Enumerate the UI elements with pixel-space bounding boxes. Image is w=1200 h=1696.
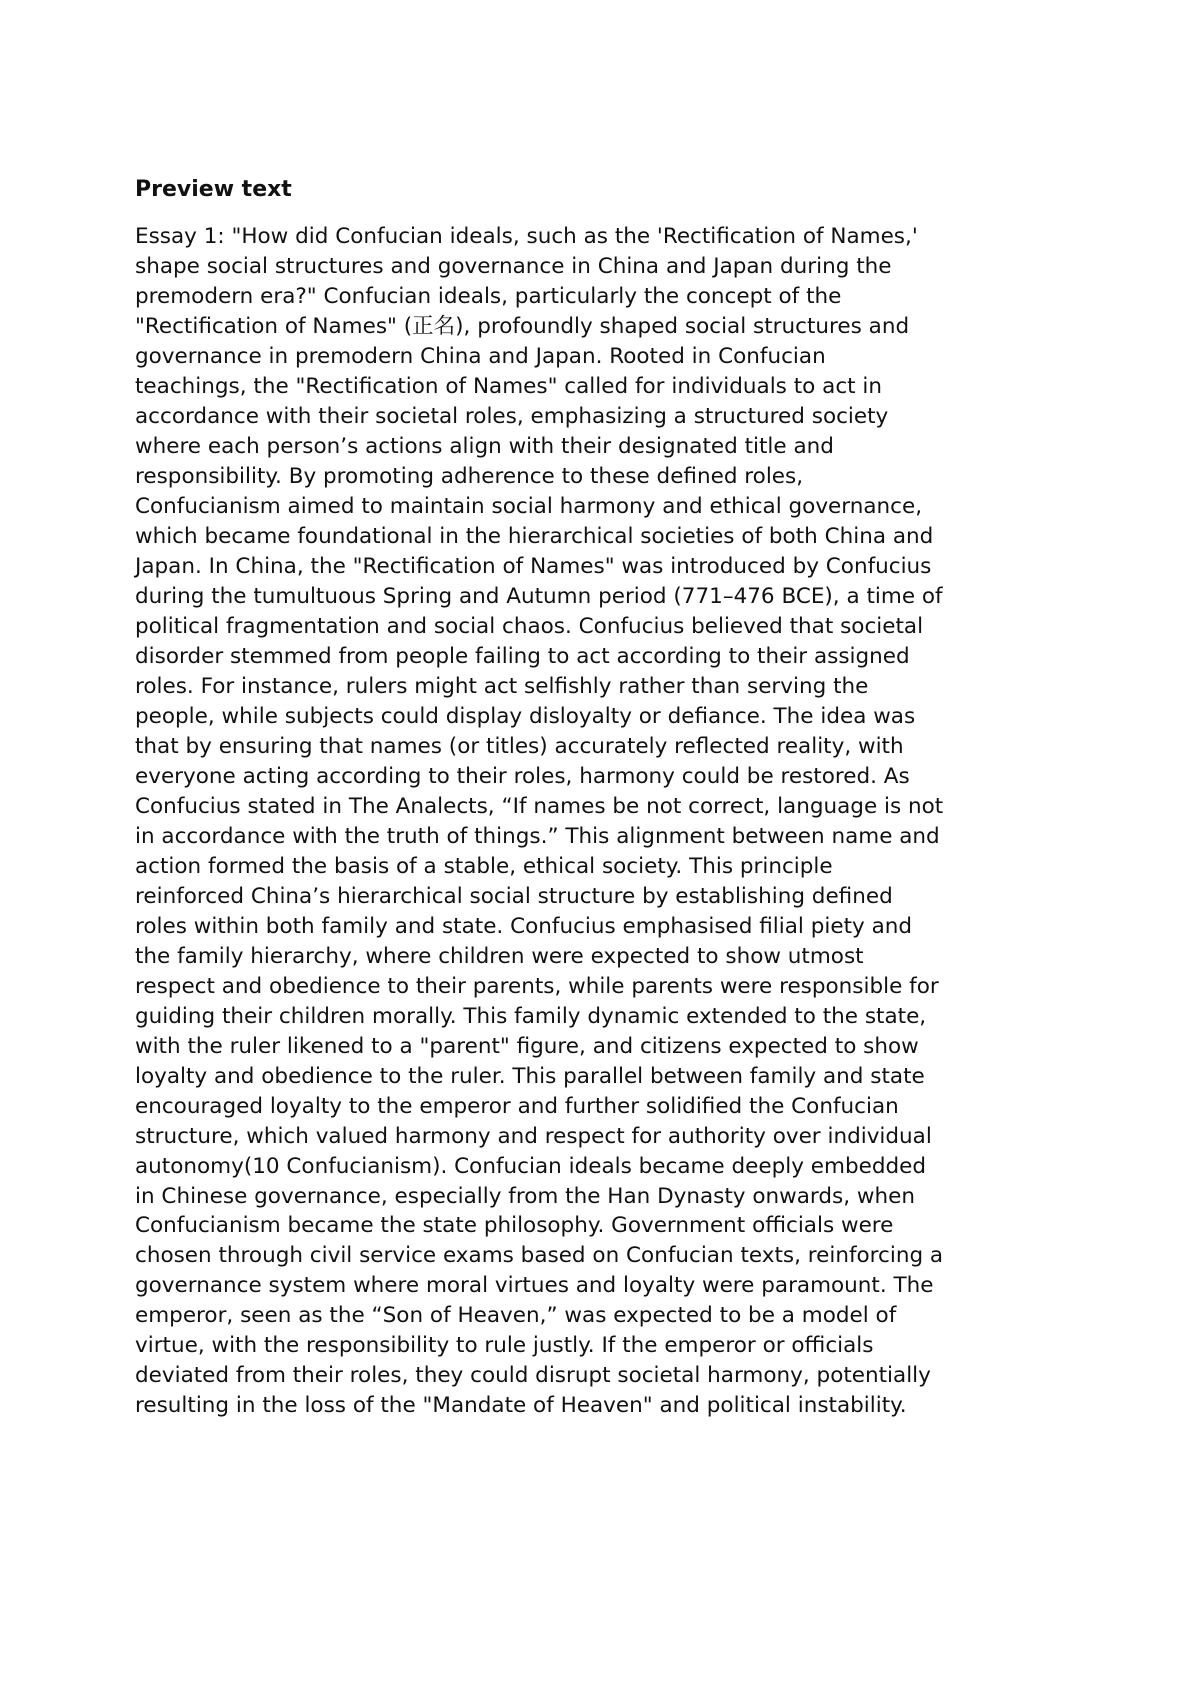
essay-line: deviated from their roles, they could disrupt societal harmony, potentially [135,1363,931,1389]
essay-line: emperor, seen as the “Son of Heaven,” was expected to be a model of [135,1303,897,1329]
essay-line: guiding their children morally. This family dynamic extended to the state, [135,1003,927,1029]
essay-line: encouraged loyalty to the emperor and further solidified the Confucian [135,1093,899,1119]
essay-line: governance in premodern China and Japan. Rooted in Confucian [135,343,826,369]
essay-line: loyalty and obedience to the ruler. This parallel between family and state [135,1063,925,1089]
essay-line: autonomy(10 Confucianism). Confucian ideals became deeply embedded [135,1153,926,1179]
preview-heading: Preview text [135,177,292,202]
essay-line: responsibility. By promoting adherence to these defined roles, [135,463,804,489]
essay-line: chosen through civil service exams based on Confucian texts, reinforcing a [135,1243,944,1269]
essay-line: Japan. In China, the "Rectification of Names" was introduced by Confucius [135,553,932,579]
essay-line: structure, which valued harmony and respect for authority over individual [135,1123,932,1149]
essay-line: teachings, the "Rectification of Names" called for individuals to act in [135,373,882,399]
essay-line: where each person’s actions align with their designated title and [135,433,834,459]
essay-line: the family hierarchy, where children were expected to show utmost [135,943,864,969]
essay-line: which became foundational in the hierarchical societies of both China and [135,523,934,549]
essay-line: everyone acting according to their roles, harmony could be restored. As [135,763,910,789]
essay-line: "Rectification of Names" (正名), profoundly shaped social structures and [135,313,910,339]
essay-line: virtue, with the responsibility to rule justly. If the emperor or officials [135,1333,874,1359]
essay-line: governance system where moral virtues and loyalty were paramount. The [135,1273,934,1299]
essay-line: disorder stemmed from people failing to act according to their assigned [135,643,910,669]
essay-line: with the ruler likened to a "parent" figure, and citizens expected to show [135,1033,919,1059]
essay-line: during the tumultuous Spring and Autumn period (771–476 BCE), a time of [135,583,943,609]
essay-line: Confucianism became the state philosophy. Government officials were [135,1213,894,1239]
essay-line: that by ensuring that names (or titles) accurately reflected reality, with [135,733,904,759]
essay-line: Essay 1: "How did Confucian ideals, such as the 'Rectification of Names,' [135,224,918,249]
essay-line: roles. For instance, rulers might act selfishly rather than serving the [135,673,869,699]
essay-body [135,222,943,1421]
essay-line: roles within both family and state. Confucius emphasised filial piety and [135,913,913,939]
essay-line: accordance with their societal roles, emphasizing a structured society [135,403,889,429]
essay-line: shape social structures and governance in China and Japan during the [135,253,892,279]
essay-line: resulting in the loss of the "Mandate of Heaven" and political instability. [135,1393,907,1419]
essay-line: in accordance with the truth of things.” This alignment between name and [135,823,940,849]
essay-line: in Chinese governance, especially from the Han Dynasty onwards, when [135,1183,915,1209]
essay-line: Confucianism aimed to maintain social harmony and ethical governance, [135,493,923,519]
essay-line: Confucius stated in The Analects, “If names be not correct, language is not [135,793,944,819]
essay-line: action formed the basis of a stable, ethical society. This principle [135,853,833,879]
essay-line: people, while subjects could display disloyalty or defiance. The idea was [135,703,916,729]
essay-line: respect and obedience to their parents, while parents were responsible for [135,973,939,999]
essay-line: political fragmentation and social chaos. Confucius believed that societal [135,613,924,639]
essay-line: reinforced China’s hierarchical social structure by establishing defined [135,883,893,909]
essay-line: premodern era?" Confucian ideals, particularly the concept of the [135,283,842,309]
